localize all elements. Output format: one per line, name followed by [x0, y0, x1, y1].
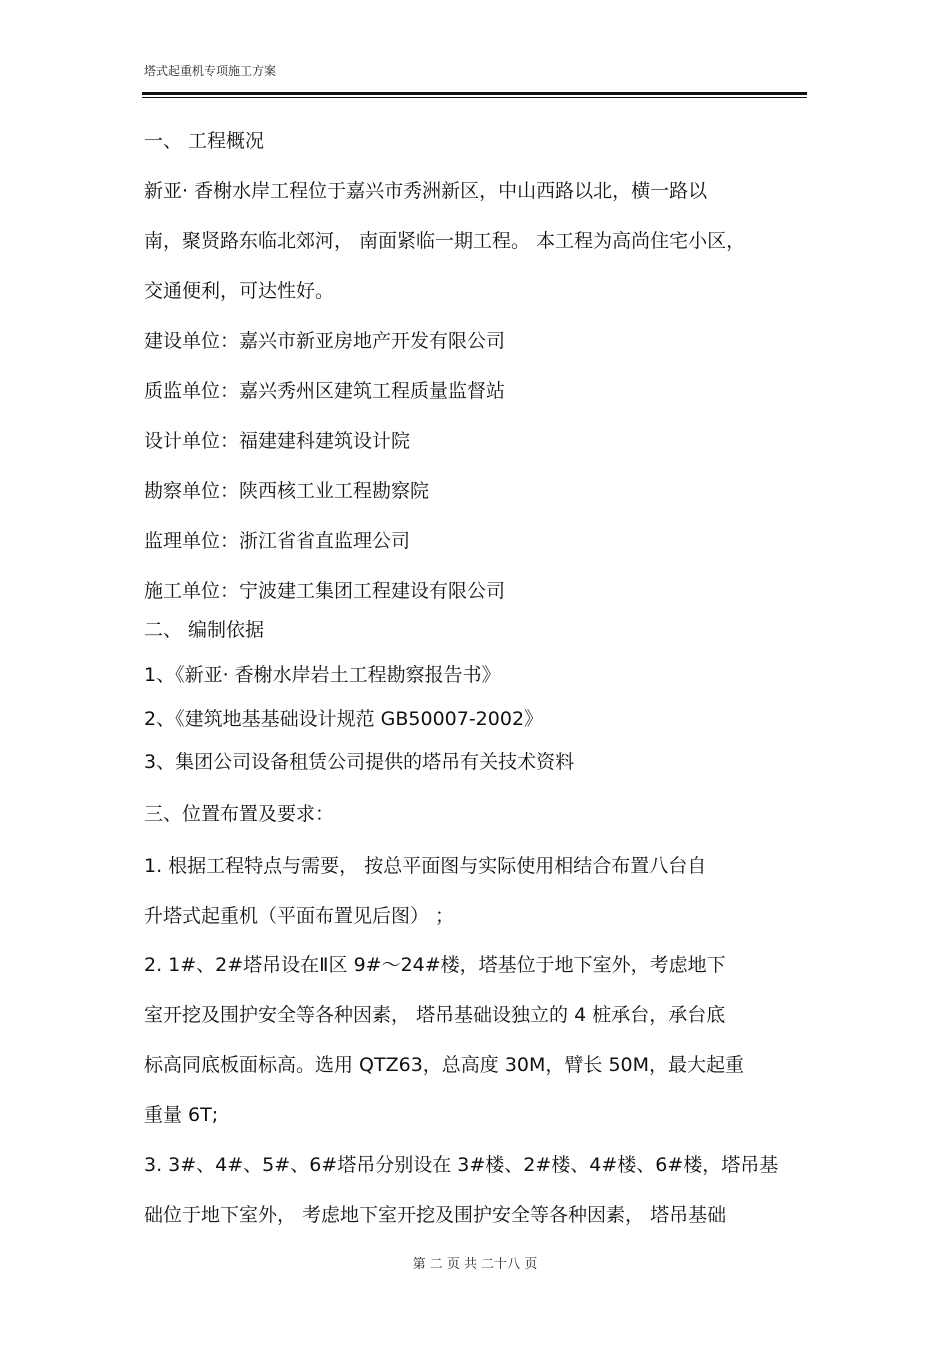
paragraph-line: 标高同底板面标高。选用 QTZ63，总高度 30M，臂长 50M，最大起重: [144, 1054, 745, 1076]
paragraph-line: 1. 根据工程特点与需要， 按总平面图与实际使用相结合布置八台自: [144, 855, 707, 877]
paragraph-line: 3. 3#、4#、5#、6#塔吊分别设在 3#楼、2#楼、4#楼、6#楼，塔吊基: [144, 1154, 779, 1176]
info-line-builder: 建设单位：嘉兴市新亚房地产开发有限公司: [144, 330, 506, 352]
paragraph-line: 新亚· 香榭水岸工程位于嘉兴市秀洲新区，中山西路以北，横一路以: [144, 180, 708, 202]
paragraph-line: 础位于地下室外， 考虑地下室开挖及围护安全等各种因素， 塔吊基础: [144, 1204, 727, 1226]
info-line-quality: 质监单位：嘉兴秀州区建筑工程质量监督站: [144, 380, 506, 402]
paragraph-line: 南，聚贤路东临北郊河， 南面紧临一期工程。 本工程为高尚住宅小区，: [144, 230, 746, 252]
page-number: 第 二 页 共 二十八 页: [412, 1257, 538, 1272]
info-line-design: 设计单位：福建建科建筑设计院: [144, 430, 411, 452]
paragraph-line: 升塔式起重机（平面布置见后图） ；: [144, 905, 455, 927]
list-item: 2、《建筑地基基础设计规范 GB50007-2002》: [144, 708, 544, 730]
info-line-supervision: 监理单位：浙江省省直监理公司: [144, 530, 411, 552]
list-item: 1、《新亚· 香榭水岸岩土工程勘察报告书》: [144, 664, 501, 686]
header-rule-thick: [142, 92, 807, 95]
info-line-survey: 勘察单位：陕西核工业工程勘察院: [144, 480, 430, 502]
section-heading-overview: 一、 工程概况: [144, 130, 265, 152]
header-title: 塔式起重机专项施工方案: [144, 64, 277, 78]
list-item: 3、集团公司设备租赁公司提供的塔吊有关技术资料: [144, 751, 575, 773]
paragraph-line: 交通便利，可达性好。: [144, 280, 335, 302]
paragraph-line: 室开挖及围护安全等各种因素， 塔吊基础设独立的 4 桩承台，承台底: [144, 1004, 726, 1026]
paragraph-line: 2. 1#、2#塔吊设在Ⅱ区 9#～24#楼，塔基位于地下室外，考虑地下: [144, 954, 726, 976]
info-line-construction: 施工单位：宁波建工集团工程建设有限公司: [144, 580, 506, 602]
paragraph-line: 重量 6T;: [144, 1104, 219, 1126]
section-heading-basis: 二、 编制依据: [144, 619, 265, 641]
section-heading-layout: 三、位置布置及要求：: [144, 803, 335, 825]
header-rule-thin: [142, 97, 807, 98]
